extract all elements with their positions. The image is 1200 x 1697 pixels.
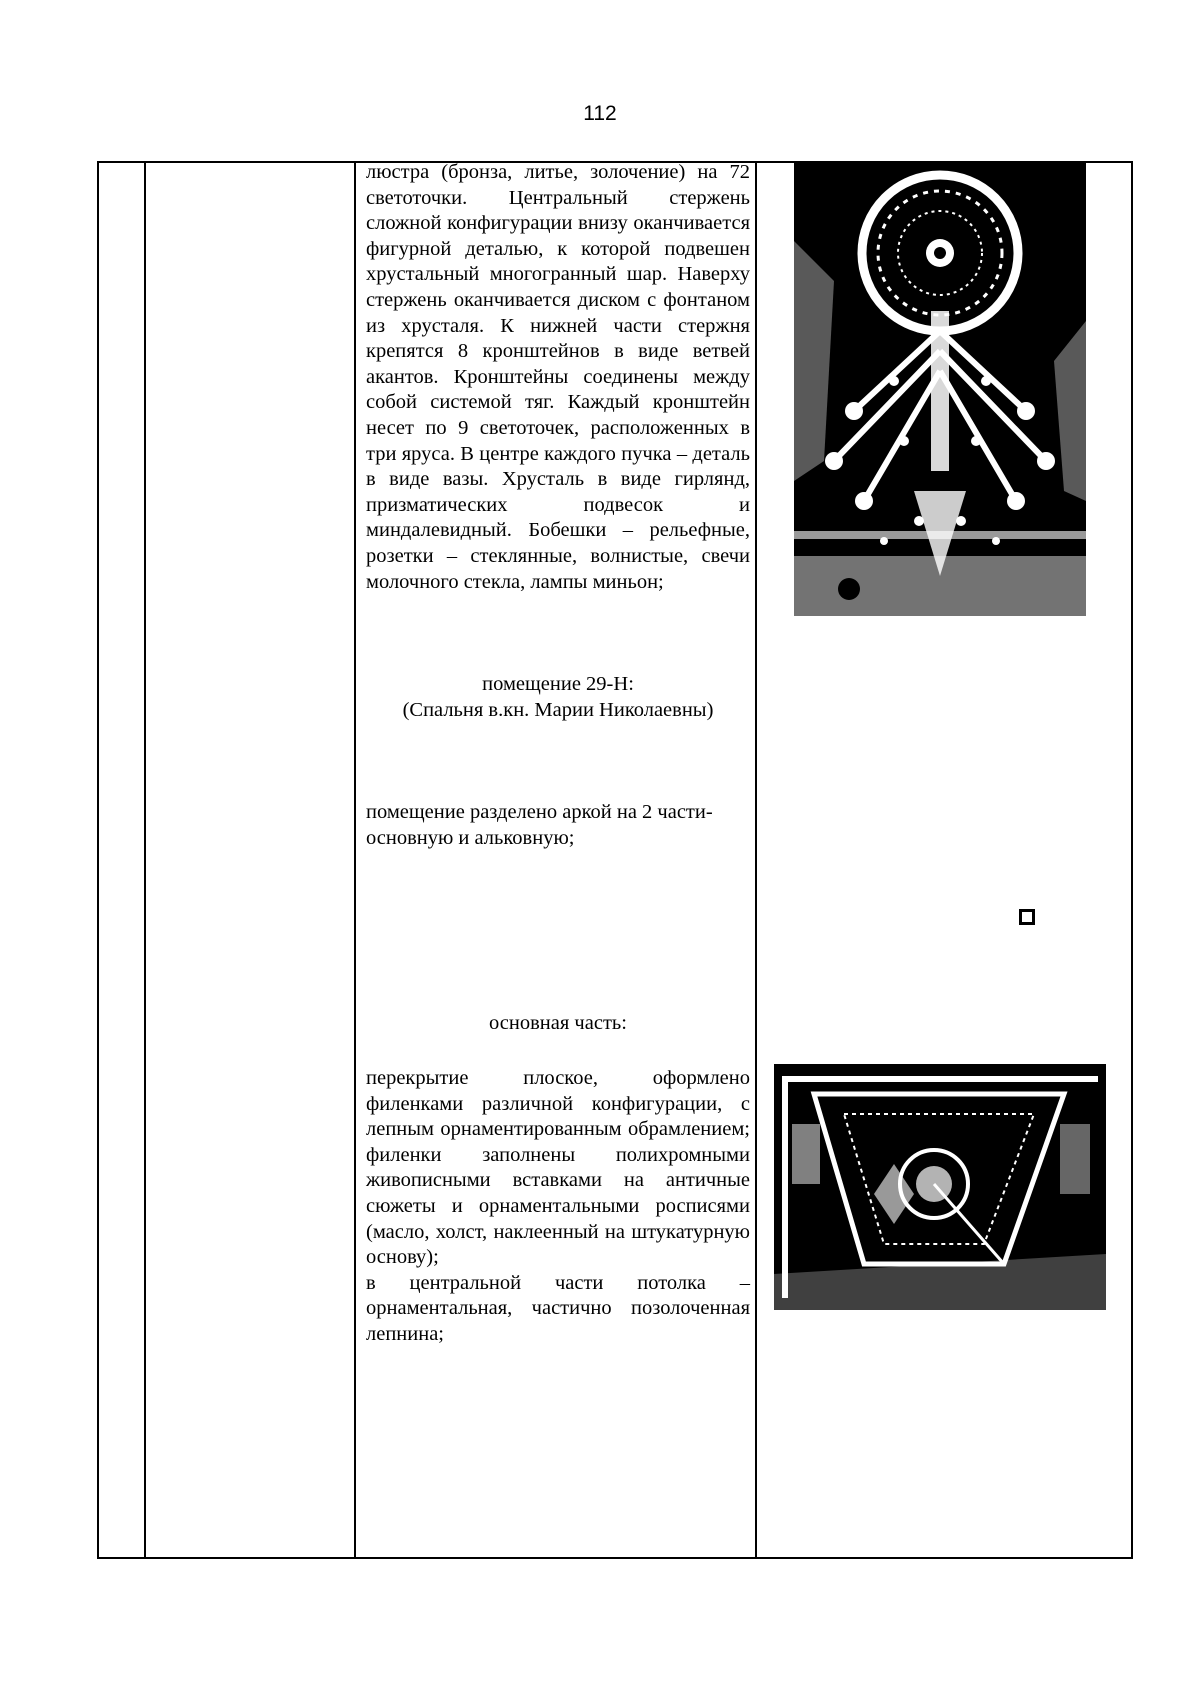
chandelier-photo — [794, 161, 1086, 616]
square-marker-icon — [1019, 909, 1035, 925]
room-heading-line-1: помещение 29-Н: — [482, 673, 634, 695]
room-heading-line-2: (Спальня в.кн. Марии Николаевны) — [402, 698, 714, 721]
ceiling-description: перекрытие плоское, оформлено филенками различной конфигурации, с лепным орнаментированным обрамлением; филенки заполнены полихромными живописными вставками на античные сюжеты и орнаментальными росписями (масло, холст, наклеенный на штукатурную основу); в центральной части потолка – орнаментальная, частично позолоченная лепнина; — [366, 1066, 750, 1348]
ceiling-photo — [774, 1064, 1106, 1310]
room-heading — [366, 672, 750, 723]
main-part-heading: основная часть: — [489, 1012, 627, 1034]
chandelier-description: люстра (бронза, литье, золочение) на 72 светоточки. Центральный стержень сложной конфигурации внизу оканчивается фигурной деталью, к которой подвешен хрустальный многогранный шар. Наверху стержень оканчивается диском с фонтаном из хрусталя. К нижней части стержня крепятся 8 кронштейнов в виде ветвей акантов. Кронштейны соединены между собой системой тяг. Каждый кронштейн несет по 9 светоточек, расположенных в три яруса. В центре каждого пучка – деталь в виде вазы. Хрусталь в виде гирлянд, призматических подвесок и миндалевидный. Бобешки – рельефные, розетки – стеклянные, волнистые, свечи молочного стекла, лампы миньон; — [366, 161, 750, 593]
page-number: 112 — [583, 102, 617, 125]
column-divider-2 — [354, 163, 356, 1557]
ceiling-center-description: в центральной части потолка – орнаментальная, частично позолоченная лепнина; — [366, 1271, 750, 1345]
column-divider-1 — [144, 163, 146, 1557]
column-divider-3 — [755, 163, 757, 1557]
arch-description: помещение разделено аркой на 2 части- основную и альковную; — [366, 801, 713, 849]
